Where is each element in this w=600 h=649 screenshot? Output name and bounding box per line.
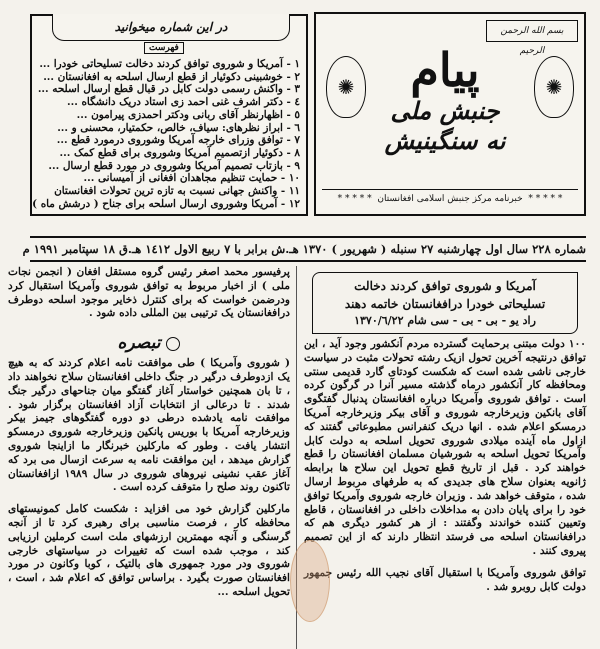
title-tail: نه سنگینیش — [384, 126, 506, 155]
right-column — [304, 266, 586, 649]
toc-item: ١١ - واکنش جهانی نسبت به تازه ترین تحولات افغانستان — [54, 185, 300, 198]
header — [30, 12, 586, 222]
emblem-icon: ✺ — [326, 56, 366, 118]
table-of-contents — [30, 14, 308, 216]
toc-item: ٥ - اظهارنظر آقای ربانی ودکتر احمدزی پیرامون ... — [76, 108, 300, 121]
toc-item: ٧ - توافق وزرای خارجه آمریکا وشوروی درمورد قطع ... — [56, 134, 300, 147]
bullet-icon — [166, 337, 180, 351]
headline-source: راد یو - بی - بی - سی شام ١٣٧٠/٦/٢٢ — [354, 314, 536, 327]
toc-item: ٦ - ابراز نظرهای: سیاف، خالص، حکمتیار، محسنی و ... — [57, 121, 300, 134]
masthead — [314, 12, 586, 216]
left-column — [8, 266, 290, 649]
intro-paragraph: پرفیسور محمد اصغر رئیس گروه مستقل افغان ( انجمن نجات ملی ) از اخبار مربوط به توافق شوروی وآمریکا استقبال کرد ودرضمن خواست که برای کنترل ذخایر موجود اسلحه دوطرف درافغانستان یک ترتیبی بین المللی داده شود . — [8, 266, 290, 320]
toc-item: ٨ - دکوئیار ازتصمیم آمریکا وشوروی برای قطع کمک ... — [59, 146, 300, 159]
article-paragraph: توافق شوروی وآمریکا با استقبال آقای نجیب الله رئیس جمهور دولت کابل روبرو شد . — [304, 566, 586, 593]
toc-item: ٢ - خوشبینی دکوئیار از قطع ارسال اسلحه به افغانستان ... — [43, 70, 300, 83]
masthead-subtitle — [322, 189, 578, 208]
toc-item: ١٢ - آمریکا وشوروی ارسال اسلحه برای جناح ( درشش ماه ) — [32, 197, 300, 210]
newspaper-title — [350, 44, 540, 174]
toc-item: ٤ - دکتر اشرف غنی احمد زی استاد دریک دانشگاه ... — [66, 96, 300, 109]
article-paragraph: ١٠٠ دولت مبتنی برحمایت گسترده مردم آنکشور وجود آید ، این توافق درنتیجه آخرین تحول ازیک رشته تحولات مثبت در سیاست خارجی ناشی شده است که شکست کودتای گارد قدیمی سنتی ومحافظه کار آنکشور درماه گذشته مسیر آنرا در گرگون کرده است . توافق شوروی وآمریکا درباره افغانستان پدنبال گفتگوی آقای بانکین وزیرخارجه شوروی و آقای بیکر وزیرخارجه آمریکا درمسکو اعلام شده . انها دریک کنفرانس مطبوعاتی گفتند که ازاول ماه آینده میلادی شوروی تحویل اسلحه به دولت کابل وآمریکا تحویل اسلحه به شورشیان مسلمان افغانستان را قطع خواهند کرد . قبل از تاریخ قطع تحویل این سلاح ها برابطه ژانویه بعنوان سلاح های جدیدی که به طرفهای مربوط ارسال شده ، متوقف خواهد شد . وزیران خارجه شوروی وآمریکا توافق خود را برای پایان دادن به مداخلات داخلی در افغانستان ، قاطع وتعیین کننده خواندند وگفتند : از هر کشور دیگری هم که درافغانستان اسلحه می فرستد انتظار دارند که از این تصمیم پیروی کنند . — [304, 338, 586, 557]
commentary-paragraph: ( شوروی وآمریکا ) طی موافقت نامه اعلام کردند که به هیچ یک ازدوطرف درگیر در جنگ داخلی افغانستان سلاح نخواهند داد ، تا بان همچنین خواستار آغاز گفتگو میان جناحهای درگیر جنگ شدند . تا درعالی از انتخابات آزاد افغانستان برگزار شود . موافقت نامه یادشده درطی دو دوره گفتگوهای جیمز بیکر وزیرخارجه آمریکا با بوریس پانکین وزیرخارجه شوروی درمسکو انتشار یافت . وطور که مارکلین خبرنگار ما ازاینجا شوروی گزارش میدهد ، این موافقت نامه به سرعت ازسال می برد که آغاز عقب نشینی نیروهای شوروی در سال ١٩٨٩ ازافغانستان تاکنون روند صلح را متوقف کرده است . — [8, 357, 290, 494]
toc-item: ٣ - واکنش رسمی دولت کابل در قبال قطع ارسال اسلحه ... — [37, 83, 300, 96]
bismillah: بسم الله الرحمن الرحیم — [486, 20, 578, 42]
emblem-icon: ✺ — [534, 56, 574, 118]
toc-heading: در این شماره میخوانید — [52, 14, 290, 41]
issue-dateline: شماره ٢٢٨ سال اول چهارشنبه ٢٧ سنبله ( شهریور ) ١٣٧٠ هـ.ش برابر با ٧ ربیع الاول ١٤١٢ هـ.ق ١٨ سپتامبر ١٩٩١ م — [30, 236, 586, 262]
toc-subheading: فهرست — [144, 42, 184, 54]
stamp-mark — [290, 540, 330, 622]
toc-list — [32, 58, 300, 210]
commentary-title: تبصره — [117, 333, 161, 354]
toc-item: ٩ - بازتاب تصمیم آمریکا وشوروی در مورد قطع ارسال ... — [48, 159, 300, 172]
toc-item: ١٠ - حمایت تنظیم مجاهدان افغانی از آمیسانی ... — [83, 172, 300, 185]
ornament-right: * * * * * — [337, 194, 372, 204]
commentary-heading — [8, 333, 290, 353]
headline-line1: آمریکا و شوروی توافق کردند دخالت — [354, 279, 536, 293]
headline-line2: تسلیحاتی خودرا درافغانستان خاتمه دهند — [344, 297, 546, 311]
commentary-paragraph: مارکلین گزارش خود می افزاید : شکست کامل کمونیستهای محافظه کار ، فرصت مناسبی برای رهبری کرد تا از آنجه گرسنگی و آنچه مهمترین ارزشهای ملت است کرملین ارزیابی کند ، موجب شده است که تغییرات در سیاستهای خارجی شوروی ودر مورد جمهوری های بالتیک ، کوبا وکانون در مورد افغانستان صورت بگیرد . براساس توافق که اعلام شد ، است ، تحویل اسلحه ... — [8, 503, 290, 598]
title-sub: جنبش ملی — [390, 96, 500, 125]
title-main: پیام — [410, 43, 480, 97]
ornament-left: * * * * * — [528, 194, 563, 204]
subtitle: خبرنامه مرکز جنبش اسلامی افغانستان — [377, 194, 523, 204]
article-headline — [312, 272, 578, 334]
toc-item: ١ - آمریکا و شوروی توافق کردند دخالت تسلیحاتی خودرا ... — [39, 58, 300, 70]
